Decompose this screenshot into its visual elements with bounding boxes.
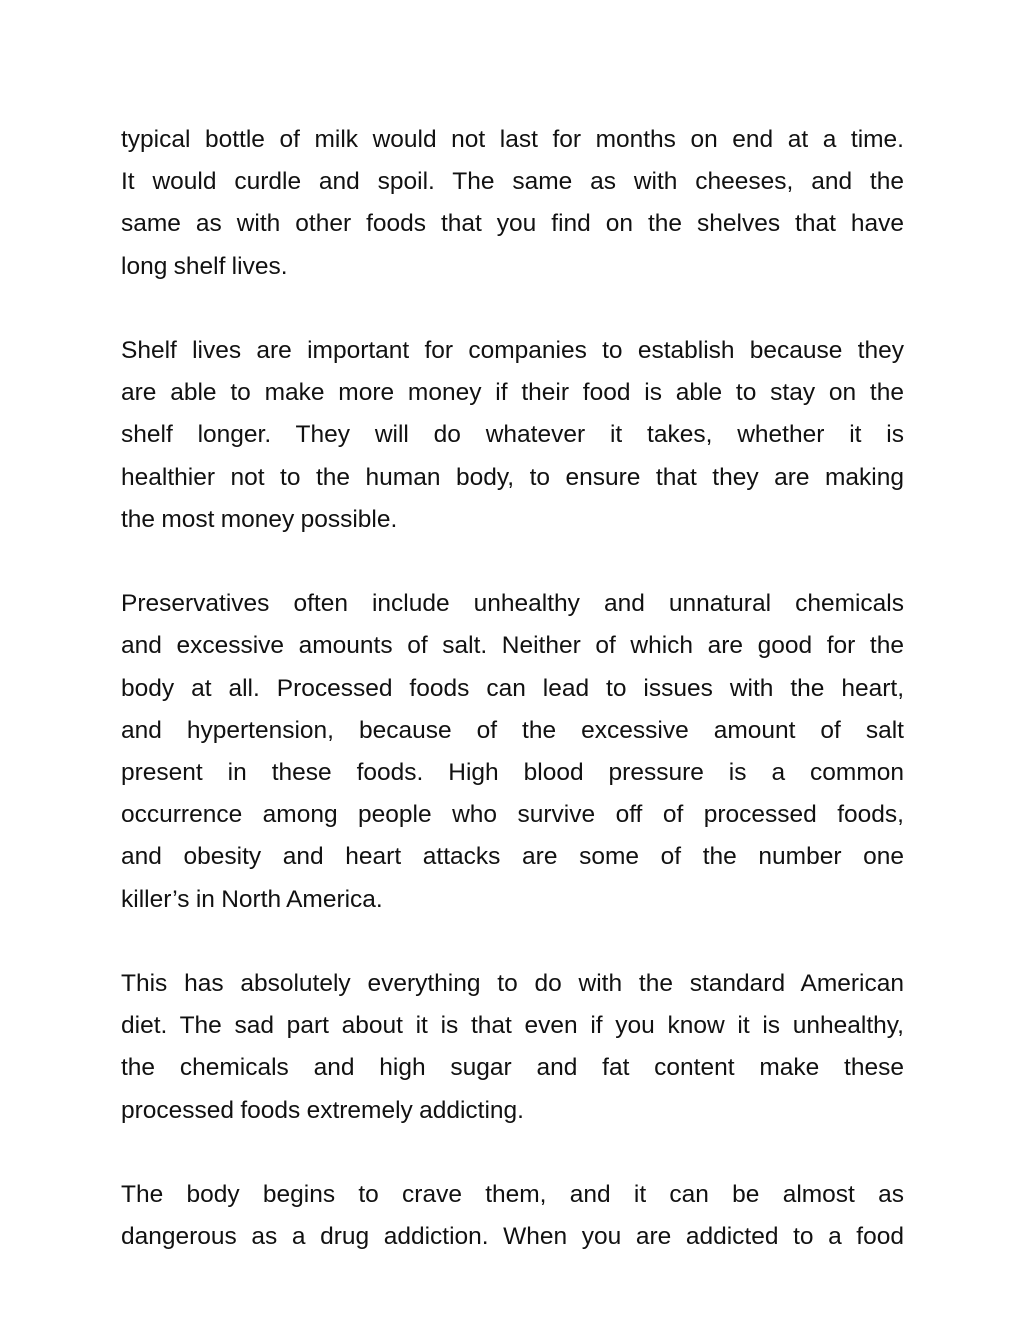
text-line: killer’s in North America. [121, 885, 383, 913]
text-line: The body begins to crave them, and it can be almost as [121, 1181, 904, 1209]
text-line: Preservatives often include unhealthy and unnatural chemicals [121, 590, 904, 618]
text-line: are able to make more money if their food is able to stay on the [121, 379, 904, 407]
text-line: the chemicals and high sugar and fat content make these [121, 1054, 904, 1082]
text-line: shelf longer. They will do whatever it takes, whether it is [121, 421, 904, 449]
text-line: healthier not to the human body, to ensure that they are making [121, 463, 904, 491]
text-line: and hypertension, because of the excessive amount of salt [121, 716, 904, 744]
text-line: the most money possible. [121, 505, 398, 533]
text-line: present in these foods. High blood pressure is a common [121, 759, 904, 787]
text-line: and obesity and heart attacks are some of the number one [121, 843, 904, 871]
text-line: same as with other foods that you find on the shelves that have [121, 210, 904, 238]
text-line: and excessive amounts of salt. Neither of which are good for the [121, 632, 904, 660]
text-line: diet. The sad part about it is that even if you know it is unhealthy, [121, 1012, 904, 1040]
paragraph-3 [121, 583, 904, 921]
text-line: long shelf lives. [121, 252, 288, 280]
paragraph-2 [121, 330, 904, 541]
paragraph-1 [121, 119, 904, 288]
text-line: typical bottle of milk would not last for months on end at a time. [121, 126, 904, 153]
text-line: Shelf lives are important for companies to establish because they [121, 337, 904, 364]
text-line: body at all. Processed foods can lead to issues with the heart, [121, 674, 904, 702]
paragraph-5 [121, 1174, 904, 1258]
text-line: dangerous as a drug addiction. When you are addicted to a food [121, 1223, 904, 1251]
paragraph-4 [121, 963, 904, 1132]
text-line: This has absolutely everything to do with the standard American [121, 970, 904, 998]
text-line: processed foods extremely addicting. [121, 1096, 524, 1124]
body-text [121, 119, 904, 1301]
text-line: occurrence among people who survive off of processed foods, [121, 801, 904, 829]
text-line: It would curdle and spoil. The same as with cheeses, and the [121, 168, 904, 196]
